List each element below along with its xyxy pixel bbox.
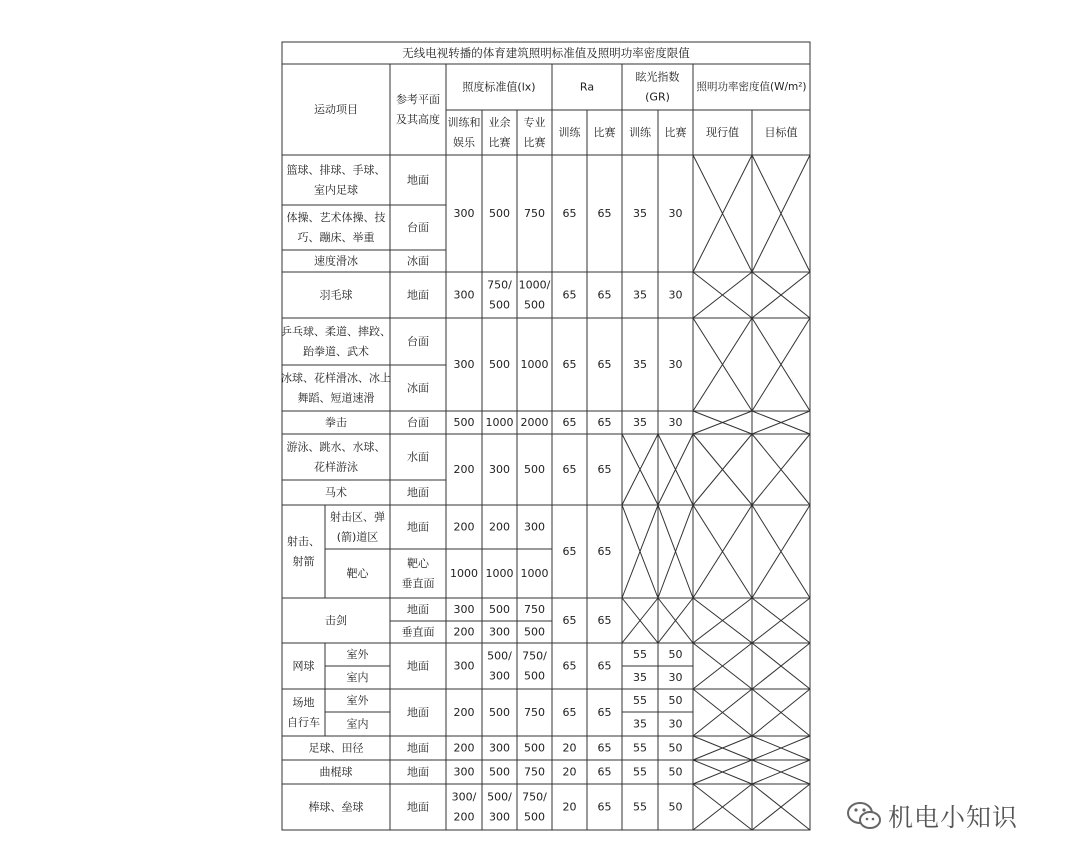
illuminance-value: 300	[489, 810, 510, 824]
reference-plane: 台面	[407, 416, 429, 429]
sport-group: 射击、	[287, 535, 320, 549]
reference-plane: 台面	[407, 335, 429, 348]
watermark	[846, 796, 1018, 836]
sport-name: 靶心	[346, 567, 369, 580]
sport-name: 棒球、垒球	[308, 800, 364, 814]
glare-value: 35	[633, 671, 647, 684]
illuminance-value: 300	[489, 463, 510, 476]
illuminance-value: 750	[524, 706, 545, 719]
illuminance-value: 300	[489, 625, 510, 639]
reference-plane: 冰面	[407, 254, 429, 268]
illuminance-value: 500	[489, 298, 510, 312]
illuminance-value: 300	[453, 288, 475, 302]
illuminance-value: 500/	[487, 649, 512, 663]
illuminance-value: 500	[489, 207, 510, 220]
illuminance-value: 300	[524, 520, 545, 534]
glare-value: 35	[633, 288, 647, 302]
subheader: 业余	[488, 116, 511, 130]
glare-value: 30	[668, 358, 683, 371]
reference-plane: 台面	[407, 221, 429, 234]
glare-value: 30	[668, 717, 683, 731]
illuminance-value: 750/	[487, 278, 512, 292]
glare-value: 55	[633, 741, 647, 755]
illuminance-value: 500/	[487, 790, 512, 804]
ra-value: 65	[562, 614, 577, 627]
glare-value: 50	[668, 765, 683, 779]
illuminance-value: 300	[453, 207, 475, 220]
glare-value: 55	[633, 694, 647, 707]
illuminance-value: 1000	[520, 567, 549, 580]
illuminance-value: 300	[453, 358, 475, 371]
illuminance-value: 500	[489, 706, 510, 719]
sport-name: 室内	[346, 717, 369, 731]
reference-plane: 地面	[407, 765, 429, 779]
illuminance-value: 200	[453, 625, 475, 639]
subheader: 训练	[558, 126, 581, 139]
ra-value: 65	[597, 614, 612, 627]
glare-value: 50	[668, 800, 683, 814]
sport-name: 巧、蹦床、举重	[297, 230, 375, 244]
ra-value: 65	[562, 288, 577, 302]
glare-value: 55	[633, 800, 647, 814]
ra-value: 65	[597, 800, 612, 814]
ra-value: 20	[562, 765, 577, 779]
table-title: 无线电视转播的体育建筑照明标准值及照明功率密度限值	[402, 46, 690, 60]
reference-plane: 冰面	[407, 381, 429, 395]
ra-value: 65	[562, 416, 577, 429]
glare-value: 55	[633, 648, 647, 661]
reference-plane: 地面	[407, 800, 429, 814]
sport-name: 篮球、排球、手球、	[286, 163, 386, 177]
illuminance-value: 1000	[485, 567, 514, 580]
reference-plane: 地面	[407, 288, 429, 302]
ra-value: 65	[562, 207, 577, 220]
illuminance-value: 500	[524, 625, 545, 639]
glare-value: 35	[633, 207, 647, 220]
glare-value: 30	[668, 416, 683, 429]
sport-name: 速度滑冰	[314, 254, 358, 268]
reference-plane: 地面	[407, 603, 429, 616]
illuminance-value: 200	[453, 810, 475, 824]
sport-name: 花样游泳	[314, 460, 358, 474]
ra-value: 20	[562, 800, 577, 814]
illuminance-value: 300	[453, 659, 475, 673]
sport-group: 自行车	[287, 715, 320, 729]
reference-plane: 地面	[407, 520, 429, 534]
illuminance-value: 500	[524, 298, 545, 312]
illuminance-value: 500	[524, 810, 545, 824]
subheader: 比赛	[664, 126, 687, 139]
illuminance-value: 300	[453, 603, 475, 616]
sport-name: 游泳、跳水、水球、	[286, 440, 386, 454]
ra-value: 20	[562, 741, 577, 755]
sport-name: 室内	[346, 671, 369, 684]
glare-value: 30	[668, 207, 683, 220]
reference-plane: 地面	[407, 706, 429, 719]
illuminance-value: 300	[453, 765, 475, 779]
illuminance-value: 300/	[451, 790, 477, 804]
header-lpd: 照明功率密度值(W/m²)	[696, 81, 807, 93]
reference-plane: 垂直面	[401, 576, 435, 590]
header-illuminance: 照度标准值(lx)	[462, 80, 536, 94]
illuminance-value: 200	[453, 463, 475, 476]
reference-plane: 地面	[407, 741, 429, 755]
sport-group: 击剑	[325, 614, 347, 627]
sport-name: 马术	[325, 486, 347, 499]
illuminance-value: 200	[453, 520, 475, 534]
reference-plane: 地面	[407, 486, 429, 499]
watermark-text: 机电小知识	[888, 803, 1019, 832]
sport-name: 跆拳道、武术	[303, 344, 369, 358]
header-glare: (GR)	[645, 90, 670, 104]
ra-value: 65	[562, 358, 577, 371]
ra-value: 65	[562, 706, 577, 719]
sport-name: 羽毛球	[319, 288, 353, 302]
illuminance-value: 500	[524, 741, 545, 755]
illuminance-value: 1000	[520, 358, 549, 371]
glare-value: 35	[633, 717, 647, 731]
subheader: 训练和	[447, 116, 481, 130]
illuminance-value: 300	[489, 741, 510, 755]
ra-value: 65	[597, 463, 612, 476]
ra-value: 65	[597, 765, 612, 779]
subheader: 比赛	[593, 126, 616, 139]
illuminance-value: 750	[524, 603, 545, 616]
illuminance-value: 1000/	[518, 278, 551, 292]
illuminance-value: 1000	[485, 416, 514, 429]
sport-name: 曲棍球	[319, 765, 353, 779]
header-ra: Ra	[579, 80, 595, 94]
sport-name: 射击区、弹	[330, 510, 385, 524]
glare-value: 35	[633, 358, 647, 371]
subheader: 训练	[629, 126, 651, 139]
ra-value: 65	[597, 358, 612, 371]
sport-name: 拳击	[325, 416, 347, 429]
glare-value: 55	[633, 765, 647, 779]
illuminance-value: 2000	[520, 416, 549, 429]
illuminance-value: 500	[489, 603, 510, 616]
header-sport: 运动项目	[314, 103, 358, 116]
sport-name: 乒乓球、柔道、摔跤、	[281, 325, 391, 339]
illuminance-value: 750	[524, 207, 545, 220]
subheader: 专业	[523, 116, 546, 130]
glare-value: 50	[668, 741, 683, 755]
reference-plane: 垂直面	[401, 625, 435, 639]
subheader: 比赛	[523, 135, 546, 149]
glare-value: 50	[668, 648, 683, 661]
ra-value: 65	[597, 741, 612, 755]
ra-value: 65	[597, 288, 612, 302]
sport-group: 场地	[292, 696, 315, 710]
illuminance-value: 500	[524, 669, 545, 683]
illuminance-value: 500	[489, 358, 510, 371]
sport-name: 舞蹈、短道速滑	[297, 391, 375, 405]
sport-name: 室外	[346, 694, 369, 707]
glare-value: 50	[668, 694, 683, 707]
glare-value: 35	[633, 416, 647, 429]
ra-value: 65	[597, 706, 612, 719]
illuminance-value: 500	[489, 765, 510, 779]
illuminance-value: 750/	[522, 790, 547, 804]
sport-name: 室外	[346, 648, 369, 661]
sport-name: 冰球、花样滑冰、冰上	[281, 371, 391, 385]
header-plane: 参考平面	[396, 93, 440, 107]
sport-group: 网球	[292, 659, 315, 673]
illuminance-value: 300	[489, 669, 510, 683]
illuminance-value: 750/	[522, 649, 547, 663]
sport-name: (箭)道区	[336, 530, 379, 544]
ra-value: 65	[597, 207, 612, 220]
illuminance-value: 200	[453, 741, 475, 755]
illuminance-value: 500	[453, 416, 475, 429]
ra-value: 65	[597, 416, 612, 429]
ra-value: 65	[597, 545, 612, 558]
illuminance-value: 750	[524, 765, 545, 779]
ra-value: 65	[562, 545, 577, 558]
header-glare: 眩光指数	[635, 70, 680, 84]
ra-value: 65	[597, 659, 612, 673]
ra-value: 65	[562, 659, 577, 673]
illuminance-value: 500	[524, 463, 545, 476]
header-plane: 及其高度	[396, 112, 440, 126]
reference-plane: 地面	[407, 173, 429, 187]
reference-plane: 地面	[407, 659, 429, 673]
wechat-icon	[846, 801, 882, 831]
subheader: 娱乐	[453, 135, 475, 149]
sport-name: 体操、艺术体操、技	[286, 211, 386, 225]
subheader: 目标值	[764, 126, 798, 139]
illuminance-value: 1000	[450, 567, 478, 580]
reference-plane: 靶心	[407, 557, 429, 571]
sport-name: 室内足球	[314, 183, 358, 197]
illuminance-value: 200	[453, 706, 475, 719]
ra-value: 65	[562, 463, 577, 476]
reference-plane: 水面	[407, 450, 429, 464]
subheader: 现行值	[706, 126, 739, 139]
glare-value: 30	[668, 288, 683, 302]
sport-group: 射箭	[292, 554, 315, 568]
glare-value: 30	[668, 671, 683, 684]
sport-name: 足球、田径	[308, 741, 364, 755]
illuminance-value: 200	[489, 520, 510, 534]
subheader: 比赛	[488, 135, 511, 149]
